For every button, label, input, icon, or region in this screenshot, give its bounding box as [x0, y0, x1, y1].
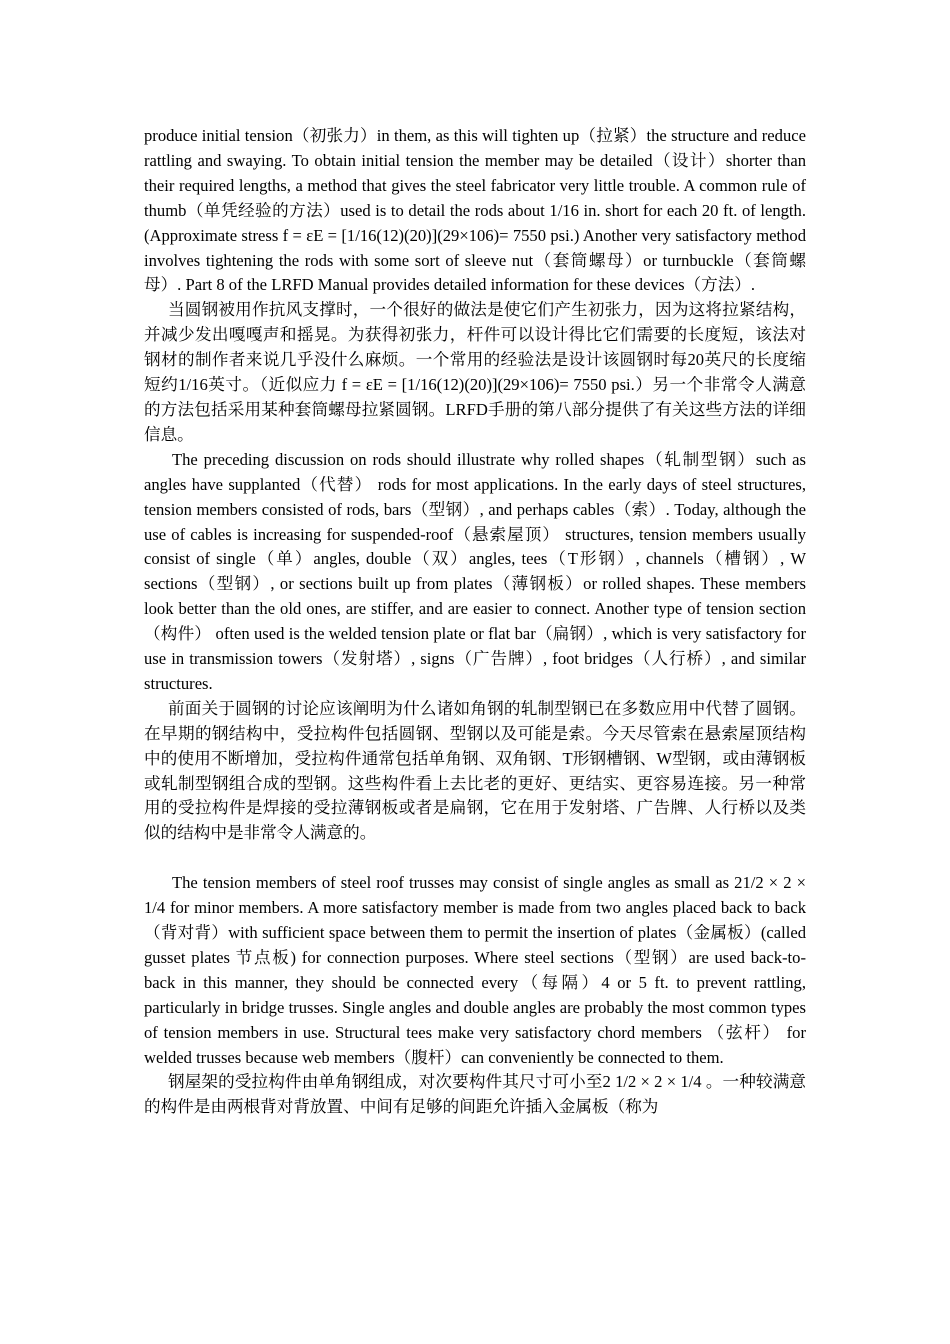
paragraph-rolled-shapes-zh: 前面关于圆钢的讨论应该阐明为什么诸如角钢的轧制型钢已在多数应用中代替了圆钢。在早期的钢结构中，受拉构件包括圆钢、型钢以及可能是索。今天尽管索在悬索屋顶结构中的使用不断增加，受拉构件通常包括单角钢、双角钢、T形钢槽钢、W型钢，或由薄钢板或轧制型钢组合成的型钢。这些构件看上去比老的更好、更结实、更容易连接。另一种常用的受拉构件是焊接的受拉薄钢板或者是扁钢，它在用于发射塔、广告牌、人行桥以及类似的结构中是非常令人满意的。 — [144, 698, 806, 843]
paragraph-roof-trusses-en: The tension members of steel roof trusses may consist of single angles as small as 21/2 × 2 × 1/4 for minor members. A more satisfactory member is made from two angles placed back to back（背对背）with sufficient space between them to permit the insertion of plates（金属板）(called gusset plates 节点板) for connection purposes. Where steel sections（型钢）are used back-to-back in this manner, they should be connected every（每隔）4 or 5 ft. to prevent rattling, particularly in bridge trusses. Single angles and double angles are probably the most common types of tension members in use. Structural tees make very satisfactory chord members （弦杆） for welded trusses because web members（腹杆）can conveniently be connected to them. — [144, 873, 806, 1067]
paragraph-initial-tension-zh: 当圆钢被用作抗风支撑时，一个很好的做法是使它们产生初张力，因为这将拉紧结构，并减少发出嘎嘎声和摇晃。为获得初张力，杆件可以设计得比它们需要的长度短，该法对钢材的制作者来说几乎没什么麻烦。一个常用的经验法是设计该圆钢时每20英尺的长度缩短约1/16英寸。（近似应力 f = εE = [1/16(12)(20)](29×106)= 7550 psi.）另一个非常令人满意的方法包括采用某种套筒螺母拉紧圆钢。LRFD手册的第八部分提供了有关这些方法的详细信息。 — [144, 300, 806, 444]
paragraph-rolled-shapes-en: The preceding discussion on rods should illustrate why rolled shapes（轧制型钢）such as angles have supplanted（代替） rods for most applications. In the early days of steel structures, tension members consisted of rods, bars（型钢）, and perhaps cables（索）. Today, although the use of cables is increasing for suspended-roof（悬索屋顶） structures, tension members usually consist of single（单）angles, double（双）angles, tees（T形钢）, channels（槽钢）, W sections（型钢）, or sections built up from plates（薄钢板）or rolled shapes. These members look better than the old ones, are stiffer, and are easier to connect. Another type of tension section（构件） often used is the welded tension plate or flat bar（扁钢）, which is very satisfactory for use in transmission towers（发射塔）, signs（广告牌）, foot bridges（人行桥）, and similar structures. — [144, 449, 806, 693]
document-page — [144, 124, 806, 1120]
paragraph-initial-tension-en: produce initial tension（初张力）in them, as this will tighten up（拉紧）the structure and reduce rattling and swaying. To obtain initial tension the member may be detailed（设计）shorter than their required lengths, a method that gives the steel fabricator very little trouble. A common rule of thumb（单凭经验的方法）used is to detail the rods about 1/16 in. short for each 20 ft. of length. (Approximate stress f = εE = [1/16(12)(20)](29×106)= 7550 psi.) Another very satisfactory method involves tightening the rods with some sort of sleeve nut（套筒螺母）or turnbuckle（套筒螺母）. Part 8 of the LRFD Manual provides detailed information for these devices（方法）. — [144, 126, 806, 295]
paragraph-roof-trusses-zh: 钢屋架的受拉构件由单角钢组成，对次要构件其尺寸可小至2 1/2 × 2 × 1/4 。一种较满意的构件是由两根背对背放置、中间有足够的间距允许插入金属板（称为 — [144, 1072, 806, 1117]
paragraph-spacer — [144, 846, 806, 871]
